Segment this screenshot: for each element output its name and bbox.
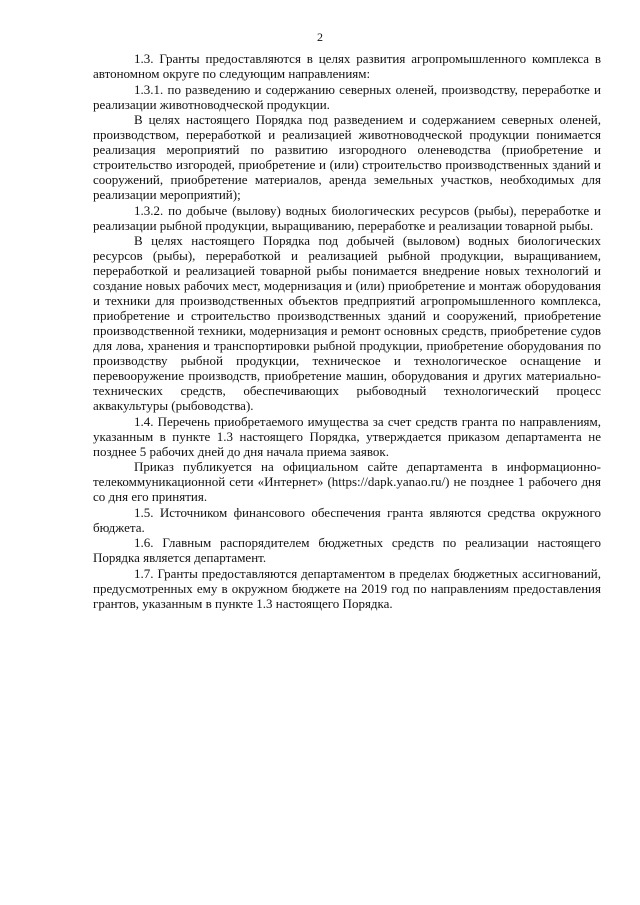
paragraph-1-6: 1.6. Главным распорядителем бюджетных средств по реализации настоящего Порядка является департамент.: [93, 535, 601, 565]
page-number: 2: [317, 30, 323, 44]
paragraph-1-3-2: 1.3.2. по добыче (вылову) водных биологических ресурсов (рыбы), переработке и реализации рыбной продукции, выращиванию, переработке и реализации товарной рыбы.: [93, 202, 601, 233]
paragraph-1-3-1: 1.3.1. по разведению и содержанию северных оленей, производству, переработке и реализации животноводческой продукции.: [93, 81, 601, 112]
paragraph-1-5: 1.5. Источником финансового обеспечения гранта являются средства окружного бюджета.: [93, 504, 601, 535]
paragraph-1-7: 1.7. Гранты предоставляются департаментом в пределах бюджетных ассигнований, предусмотренных ему в окружном бюджете на 2019 год по направлениям предоставления грантов, указанным в пункте 1.3 настоящего Порядка.: [93, 565, 601, 611]
paragraph-fish-definition: В целях настоящего Порядка под добычей (выловом) водных биологических ресурсов (рыбы), переработкой и реализацией рыбной продукции, выращиванием, переработкой и реализацией товарной рыбы понимается внедрение новых технологий и создание новых рабочих мест, модернизация и (или) приобретение и монтаж оборудования и техники для производственных объектов предприятий агропромышленного комплекса, приобретение и строительство производственных зданий и сооружений, приобретение производственной техники, модернизация и ремонт основных средств, приобретение судов для лова, хранения и транспортировки рыбной продукции, приобретение оборудования по производству рыбной продукции, техническое и технологическое оснащение и перевооружение производств, приобретение машин, оборудования и других материально-технических средств, обеспечивающих рыбоводный технологический процесс аквакультуры (рыбоводства).: [93, 233, 601, 413]
document-body: [93, 51, 601, 611]
paragraph-1-4: 1.4. Перечень приобретаемого имущества за счет средств гранта по направлениям, указанным в пункте 1.3 настоящего Порядка, утверждается приказом департамента не позднее 5 рабочих дней до дня начала приема заявок.: [93, 413, 601, 459]
paragraph-reindeer-definition: В целях настоящего Порядка под разведением и содержанием северных оленей, производством, переработкой и реализацией животноводческой продукции понимается реализация мероприятий по развитию изгородного оленеводства (приобретение и строительство изгородей, приобретение и (или) строительство производственных зданий и сооружений, приобретение материалов, аренда земельных участков, необходимых для реализации мероприятий);: [93, 112, 601, 202]
paragraph-1-3: 1.3. Гранты предоставляются в целях развития агропромышленного комплекса в автономном округе по следующим направлениям:: [93, 51, 601, 81]
paragraph-order-publication: Приказ публикуется на официальном сайте департамента в информационно-телекоммуникационной сети «Интернет» (https://dapk.yanao.ru/) не позднее 1 рабочего дня со дня его принятия.: [93, 459, 601, 504]
